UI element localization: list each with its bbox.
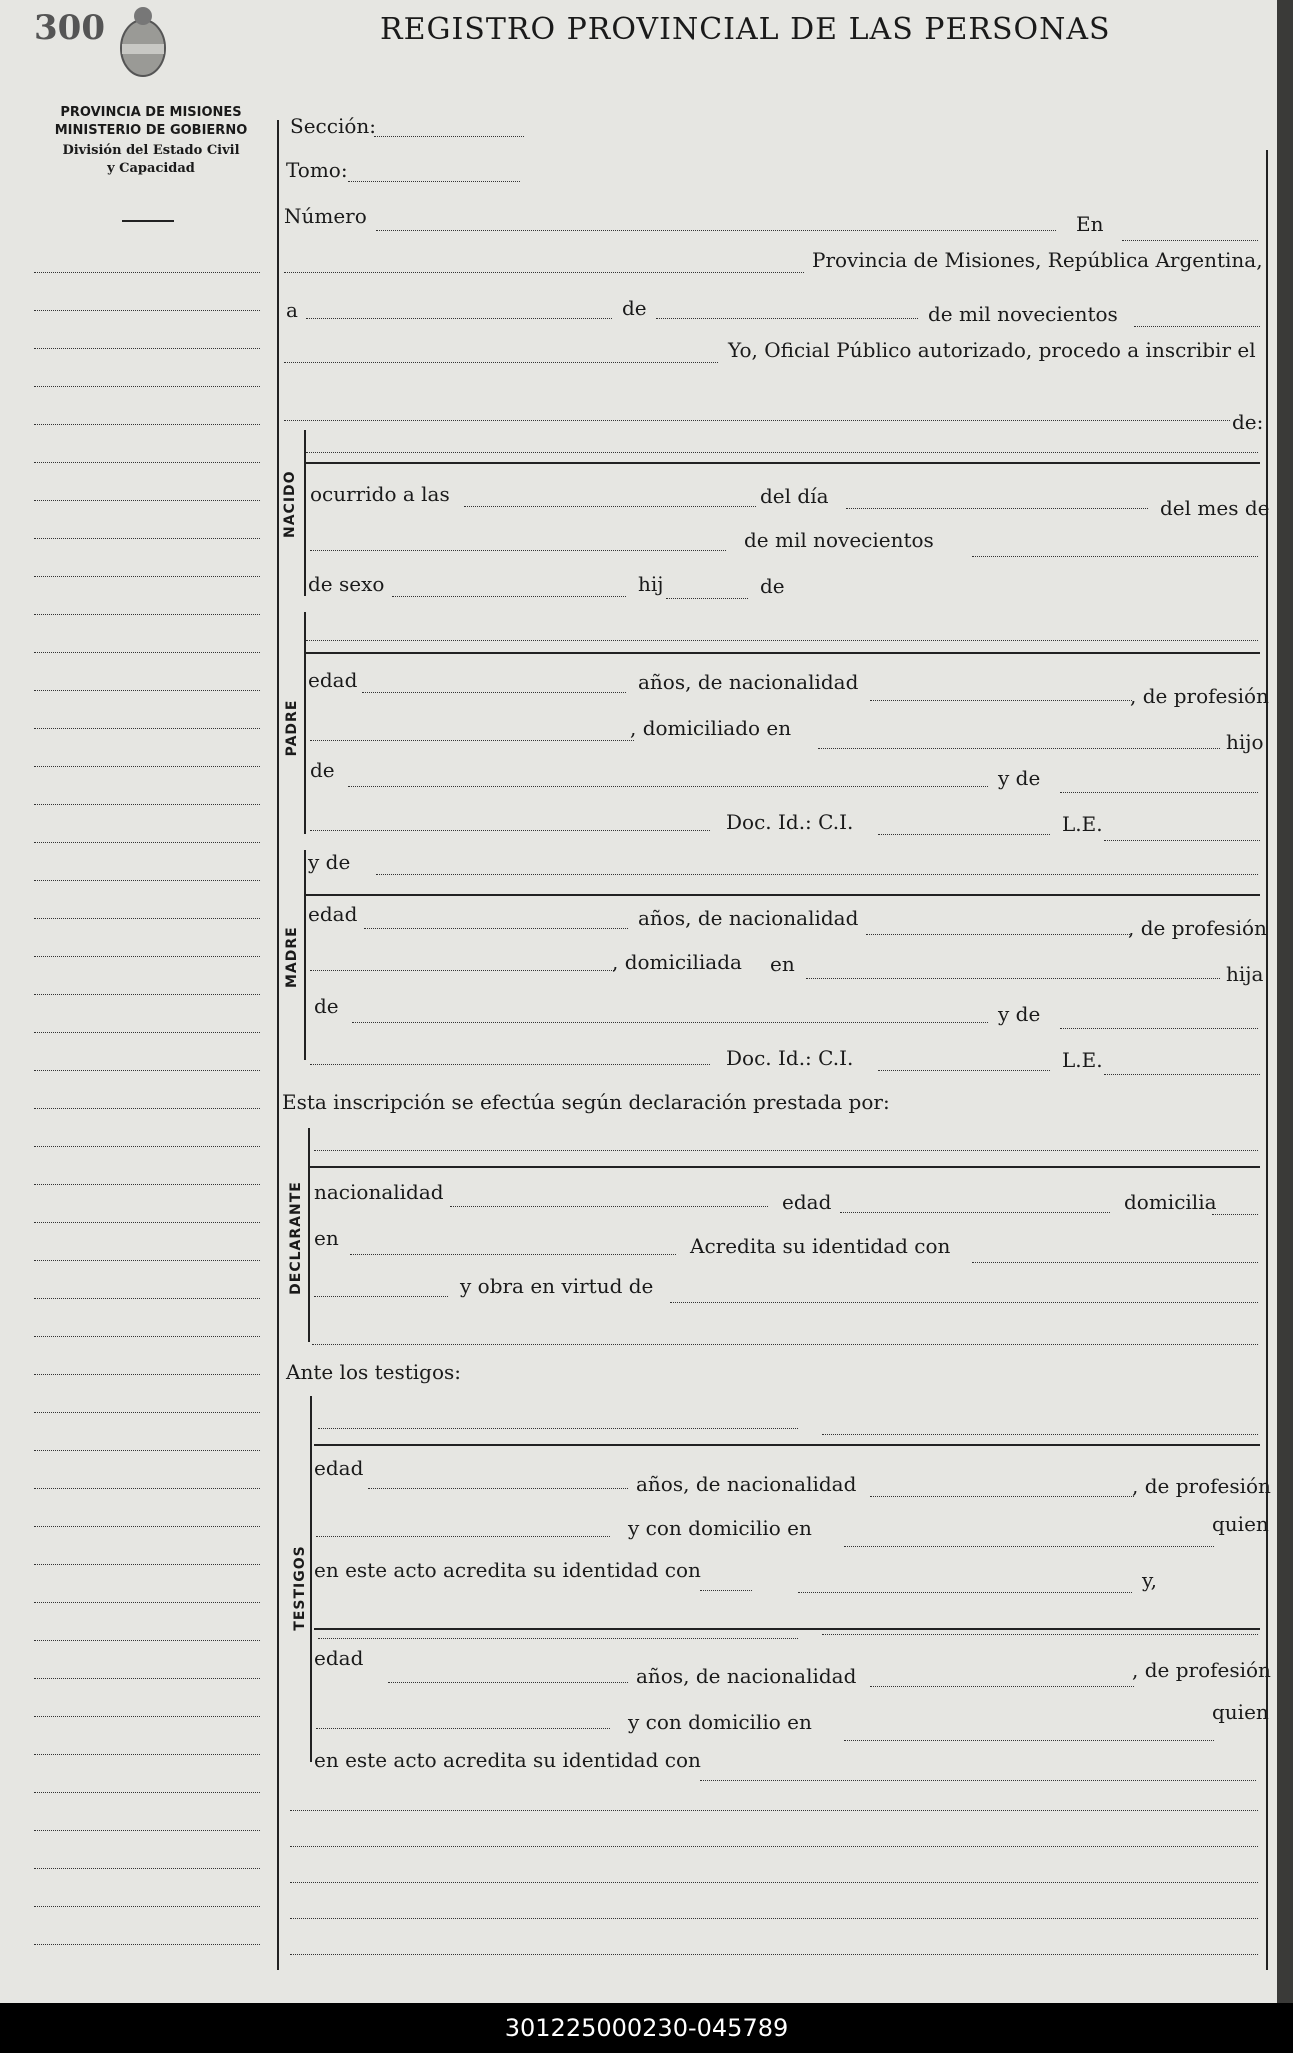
margin-line[interactable] [34,500,260,501]
madre-edad-field[interactable] [364,928,628,929]
testigo1-identidad2-field[interactable] [798,1592,1132,1593]
madre-label: MADRE [284,926,300,988]
margin-line[interactable] [34,918,260,919]
madre-domicilio-field[interactable] [806,978,1220,979]
testigo1-domicilio-field[interactable] [844,1546,1214,1547]
office-division: División del Estado Civil [62,143,240,158]
declarante-extra-field[interactable] [312,1344,1258,1345]
madre-le-field[interactable] [1104,1074,1260,1075]
blank-line[interactable] [290,1810,1258,1811]
margin-line[interactable] [34,766,260,767]
margin-line[interactable] [34,1146,260,1147]
padre-padre-field[interactable] [348,786,988,787]
hijo-label: hijo [1226,730,1264,754]
testigo1-acredita-label: en este acto acredita su identidad con [314,1558,701,1582]
declarante-doc-field[interactable] [314,1296,448,1297]
madre-le-label: L.E. [1062,1048,1103,1072]
madre-madre-field[interactable] [1060,1028,1258,1029]
margin-line[interactable] [34,462,260,463]
margin-line[interactable] [34,1906,260,1907]
margin-line[interactable] [34,1184,260,1185]
dia-field[interactable] [846,508,1148,509]
en-label: En [1076,212,1104,236]
provincia-text: Provincia de Misiones, República Argentina, [812,248,1263,272]
margin-line[interactable] [34,614,260,615]
office-ministry: MINISTERIO DE GOBIERNO [54,123,248,138]
margin-line[interactable] [34,728,260,729]
testigo2-top-rule [314,1628,1260,1630]
margin-line[interactable] [34,1602,260,1603]
margin-line[interactable] [34,1412,260,1413]
de-sexo-label: de sexo [308,572,385,596]
form-left-border [277,120,279,1970]
padre-y-de-label: y de [998,766,1041,790]
margin-line[interactable] [34,994,260,995]
declarante-identidad-field[interactable] [972,1262,1258,1263]
testigo1-top-rule [314,1444,1260,1446]
testigos-label: TESTIGOS [292,1545,308,1631]
margin-line[interactable] [34,1792,260,1793]
testigo2-nacionalidad-field[interactable] [870,1686,1134,1687]
blank-line[interactable] [290,1846,1258,1847]
declarante-name-field[interactable] [314,1150,1258,1151]
declarante-top-rule [310,1166,1260,1168]
margin-line[interactable] [34,690,260,691]
binding-edge [1277,0,1293,2003]
margin-line[interactable] [34,576,260,577]
declarante-virtud-field[interactable] [670,1302,1258,1303]
mes-field[interactable] [310,550,726,551]
numero-field[interactable] [376,230,1056,231]
madre-top-rule [306,894,1260,896]
madre-y-de-top: y de [308,850,351,874]
nacido-de-label: de [760,574,785,598]
nacido-anio-field[interactable] [972,556,1258,557]
madre-extra-field[interactable] [310,1064,710,1065]
declaracion-text: Esta inscripción se efectúa según declaración prestada por: [282,1090,890,1114]
testigo1-name-field[interactable] [318,1428,798,1429]
margin-line[interactable] [34,1336,260,1337]
sexo-field[interactable] [392,596,626,597]
testigo2-name2-field[interactable] [822,1634,1258,1635]
obra-label: y obra en virtud de [460,1274,654,1298]
margin-line[interactable] [34,1830,260,1831]
margin-line[interactable] [34,348,260,349]
testigos-bracket [310,1396,312,1762]
anio-field[interactable] [1134,326,1260,327]
testigo1-name2-field[interactable] [822,1434,1258,1435]
margin-line[interactable] [34,1032,260,1033]
padre-extra-field[interactable] [310,830,710,831]
del-mes-label: del mes de [1160,496,1270,520]
margin-line[interactable] [34,1108,260,1109]
margin-line[interactable] [34,1678,260,1679]
coat-of-arms-icon [116,4,170,80]
footer-id: 301225000230-045789 [0,2003,1293,2053]
margin-line[interactable] [34,272,260,273]
madre-padre-field[interactable] [352,1022,988,1023]
padre-profesion-label: , de profesión [1130,684,1269,708]
padre-le-field[interactable] [1104,840,1260,841]
madre-name-field[interactable] [376,874,1258,875]
padre-le-label: L.E. [1062,812,1103,836]
domicilia-field[interactable] [1212,1214,1258,1215]
padre-anos-label: años, de nacionalidad [638,670,859,694]
madre-profesion-field[interactable] [310,970,614,971]
testigo2-name-field[interactable] [318,1638,798,1639]
de-colon-label: de: [1232,410,1264,434]
declarante-domicilio-field[interactable] [350,1254,676,1255]
ocurrido-label: ocurrido a las [310,482,450,506]
madre-profesion-label: , de profesión [1128,916,1267,940]
padre-domicilio-field[interactable] [818,748,1220,749]
padre-top-rule [306,652,1260,654]
margin-line[interactable] [34,386,260,387]
margin-line[interactable] [34,1868,260,1869]
margin-line[interactable] [34,804,260,805]
testigo1-profesion-field[interactable] [316,1536,610,1537]
testigo1-y-label: y, [1142,1568,1157,1592]
tomo-field[interactable] [348,181,520,182]
padre-name-field[interactable] [306,640,1258,641]
de-field[interactable] [656,318,918,319]
madre-de-label: de [314,994,339,1018]
padre-edad-label: edad [308,668,358,692]
padre-bracket [304,612,306,834]
testigo2-acredita-label: en este acto acredita su identidad con [314,1748,701,1772]
page-number: 300 [34,8,105,48]
ante-testigos-text: Ante los testigos: [286,1360,462,1384]
margin-line[interactable] [34,1298,260,1299]
declarante-edad-field[interactable] [840,1212,1110,1213]
testigo2-anos-label: años, de nacionalidad [636,1664,857,1688]
office-province: PROVINCIA DE MISIONES [60,105,242,120]
acredita-label: Acredita su identidad con [690,1234,951,1258]
madre-edad-label: edad [308,902,358,926]
mil-novecientos-label: de mil novecientos [928,302,1118,326]
nacido-mil-novecientos: de mil novecientos [744,528,934,552]
margin-line[interactable] [34,1564,260,1565]
declarante-edad-label: edad [782,1190,832,1214]
padre-label: PADRE [284,699,300,757]
hora-field[interactable] [464,506,756,507]
margin-line[interactable] [34,424,260,425]
testigo1-anos-label: años, de nacionalidad [636,1472,857,1496]
a-field[interactable] [306,318,612,319]
margin-line[interactable] [34,1070,260,1071]
madre-nacionalidad-field[interactable] [866,934,1130,935]
madre-y-de-label: y de [998,1002,1041,1026]
margin-line[interactable] [34,1488,260,1489]
margin-line[interactable] [34,1526,260,1527]
office-underline [122,220,174,222]
blank-line[interactable] [290,1918,1258,1919]
oficial-text: Yo, Oficial Público autorizado, procedo a inscribir el [728,338,1256,362]
testigo2-profesion-label: , de profesión [1132,1658,1271,1682]
lugar-field[interactable] [284,272,804,273]
hij-field[interactable] [666,598,748,599]
declarante-nacionalidad-field[interactable] [450,1206,768,1207]
madre-anos-label: años, de nacionalidad [638,906,859,930]
numero-label: Número [284,204,367,228]
padre-doc-label: Doc. Id.: C.I. [726,810,854,834]
margin-line[interactable] [34,842,260,843]
domiciliada-label: , domiciliada [612,950,742,974]
blank-line[interactable] [290,1954,1258,1955]
testigo1-quien-label: quien [1212,1512,1269,1536]
madre-ci-field[interactable] [878,1070,1050,1071]
margin-line[interactable] [34,1754,260,1755]
declarante-label: DECLARANTE [288,1181,304,1295]
testigo1-edad-label: edad [314,1456,364,1480]
margin-line[interactable] [34,956,260,957]
domicilia-label: domicilia [1124,1190,1217,1214]
madre-bracket [304,850,306,1060]
domiciliado-label: , domiciliado en [630,716,792,740]
margin-line[interactable] [34,1716,260,1717]
testigo2-profesion-field[interactable] [316,1728,610,1729]
declarante-bracket [308,1128,310,1342]
testigo1-nacionalidad-field[interactable] [870,1496,1134,1497]
testigo2-identidad-field[interactable] [700,1780,1256,1781]
nacido-label: NACIDO [282,470,298,538]
nacido-name-field[interactable] [306,452,1258,453]
page-title: REGISTRO PROVINCIAL DE LAS PERSONAS [380,12,1111,47]
padre-edad-field[interactable] [362,692,626,693]
a-label: a [286,298,298,322]
testigo2-edad-label: edad [314,1646,364,1670]
testigo2-quien-label: quien [1212,1700,1269,1724]
margin-line[interactable] [34,652,260,653]
margin-line[interactable] [34,880,260,881]
de-label: de [622,296,647,320]
form-right-border [1266,150,1268,1970]
margin-line[interactable] [34,1640,260,1641]
testigo2-domicilio-field[interactable] [844,1740,1214,1741]
testigo1-identidad-field[interactable] [700,1590,752,1591]
padre-ci-field[interactable] [878,834,1050,835]
madre-en-label: en [770,952,795,976]
margin-line[interactable] [34,1222,260,1223]
hij-label: hij [638,572,664,596]
testigo2-domicilio-label: y con domicilio en [628,1710,812,1734]
blank-line[interactable] [290,1882,1258,1883]
seccion-label: Sección: [290,114,376,138]
margin-line[interactable] [34,1374,260,1375]
margin-line[interactable] [34,1260,260,1261]
margin-line[interactable] [34,538,260,539]
padre-madre-field[interactable] [1060,792,1258,793]
tomo-label: Tomo: [286,158,348,182]
seccion-field[interactable] [374,136,524,137]
testigo1-domicilio-label: y con domicilio en [628,1516,812,1540]
padre-profesion-field[interactable] [310,740,634,741]
nacido-bracket [304,430,306,596]
inscribir-field[interactable] [284,420,1230,421]
declarante-en-label: en [314,1226,339,1250]
padre-de-label: de [310,758,335,782]
margin-line[interactable] [34,1944,260,1945]
margin-line[interactable] [34,310,260,311]
declarante-nacionalidad-label: nacionalidad [314,1180,444,1204]
hija-label: hija [1226,962,1264,986]
testigo2-edad-field[interactable] [388,1682,628,1683]
testigo1-edad-field[interactable] [368,1488,628,1489]
testigo1-profesion-label: , de profesión [1132,1474,1271,1498]
nacido-top-rule [306,462,1260,464]
oficial-field[interactable] [284,362,718,363]
office-division-block [36,142,266,178]
padre-nacionalidad-field[interactable] [870,700,1132,701]
office-capacity: y Capacidad [107,161,195,176]
en-field[interactable] [1122,240,1258,241]
del-dia-label: del día [760,484,829,508]
office-block [36,104,266,140]
margin-line[interactable] [34,1450,260,1451]
madre-doc-label: Doc. Id.: C.I. [726,1046,854,1070]
